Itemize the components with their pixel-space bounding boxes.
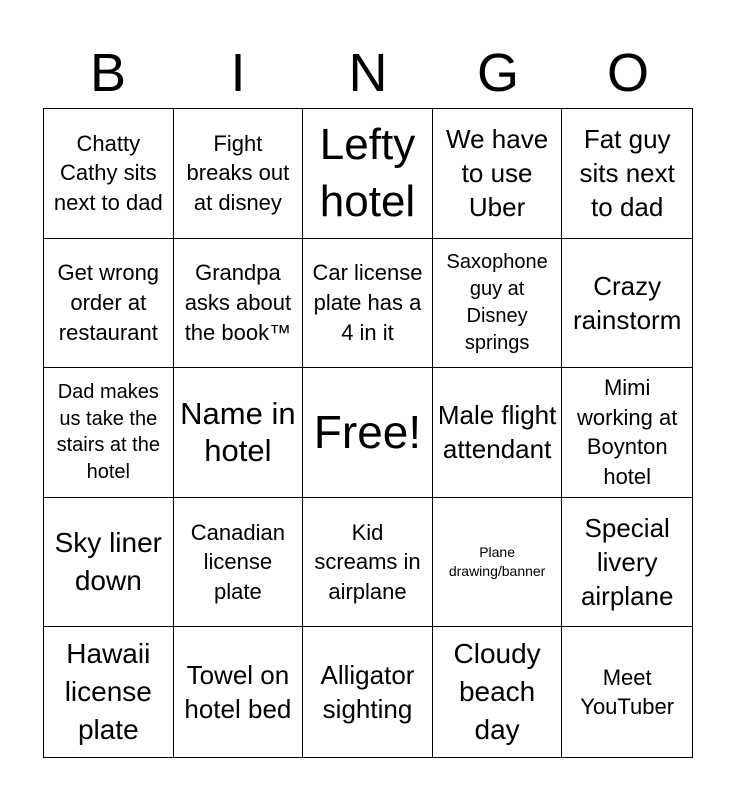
cell-text: Canadian license plate	[190, 519, 285, 604]
cell-text: Dad makes us take the stairs at the hotel	[56, 380, 160, 484]
cell-text: Saxophone guy at Disney springs	[446, 251, 548, 354]
cell-text: Towel on hotel bed	[184, 659, 292, 725]
bingo-cell-b3[interactable]	[44, 368, 174, 498]
bingo-cell-n1[interactable]	[303, 109, 433, 239]
bingo-cell-b4[interactable]	[44, 498, 174, 628]
header-letter-i: I	[230, 43, 246, 103]
bingo-cell-o4[interactable]	[562, 498, 692, 628]
cell-text: Free!	[313, 405, 422, 458]
cell-text: Cloudy beach day	[453, 638, 541, 746]
cell-text: Male flight attendant	[437, 400, 557, 465]
bingo-cell-o2[interactable]	[562, 239, 692, 369]
cell-text: Mimi working at Boynton hotel	[577, 375, 678, 490]
bingo-cell-b1[interactable]	[44, 109, 174, 239]
cell-text: Name in hotel	[180, 396, 296, 469]
cell-text: Meet YouTuber	[580, 664, 675, 720]
bingo-cell-n4[interactable]	[303, 498, 433, 628]
cell-text: Get wrong order at restaurant	[57, 260, 160, 345]
cell-text: Special livery airplane	[580, 512, 674, 612]
cell-text: Plane drawing/banner	[448, 544, 546, 580]
cell-text: Fight breaks out at disney	[186, 130, 290, 216]
bingo-cell-n3[interactable]	[303, 368, 433, 498]
bingo-cell-i3[interactable]	[174, 368, 304, 498]
cell-text: We have to use Uber	[446, 123, 549, 223]
bingo-cell-g4[interactable]	[433, 498, 563, 628]
cell-text: Lefty hotel	[319, 120, 416, 227]
header-letter-g: G	[476, 43, 519, 103]
cell-text: Alligator sighting	[320, 659, 415, 725]
bingo-cell-i1[interactable]	[174, 109, 304, 239]
bingo-header	[43, 40, 693, 106]
bingo-cell-n5[interactable]	[303, 627, 433, 757]
bingo-cell-g3[interactable]	[433, 368, 563, 498]
bingo-cell-o3[interactable]	[562, 368, 692, 498]
header-letter-b: B	[89, 43, 127, 103]
cell-text: Fat guy sits next to dad	[579, 123, 675, 223]
cell-text: Sky liner down	[54, 527, 162, 597]
cell-text: Hawaii license plate	[64, 638, 152, 746]
bingo-cell-o1[interactable]	[562, 109, 692, 239]
bingo-cell-b2[interactable]	[44, 239, 174, 369]
bingo-cell-i5[interactable]	[174, 627, 304, 757]
bingo-board	[43, 108, 693, 758]
bingo-cell-i4[interactable]	[174, 498, 304, 628]
cell-text: Kid screams in airplane	[314, 519, 421, 604]
cell-text: Car license plate has a 4 in it	[312, 260, 423, 345]
bingo-cell-g2[interactable]	[433, 239, 563, 369]
cell-text: Grandpa asks about the book™	[184, 260, 292, 345]
bingo-cell-g1[interactable]	[433, 109, 563, 239]
bingo-cell-i2[interactable]	[174, 239, 304, 369]
bingo-cell-g5[interactable]	[433, 627, 563, 757]
header-letter-n: N	[348, 43, 388, 103]
cell-text: Crazy rainstorm	[573, 270, 682, 335]
cell-text: Chatty Cathy sits next to dad	[53, 130, 163, 216]
bingo-cell-o5[interactable]	[562, 627, 692, 757]
bingo-cell-n2[interactable]	[303, 239, 433, 369]
bingo-cell-b5[interactable]	[44, 627, 174, 757]
header-letter-o: O	[606, 43, 649, 103]
